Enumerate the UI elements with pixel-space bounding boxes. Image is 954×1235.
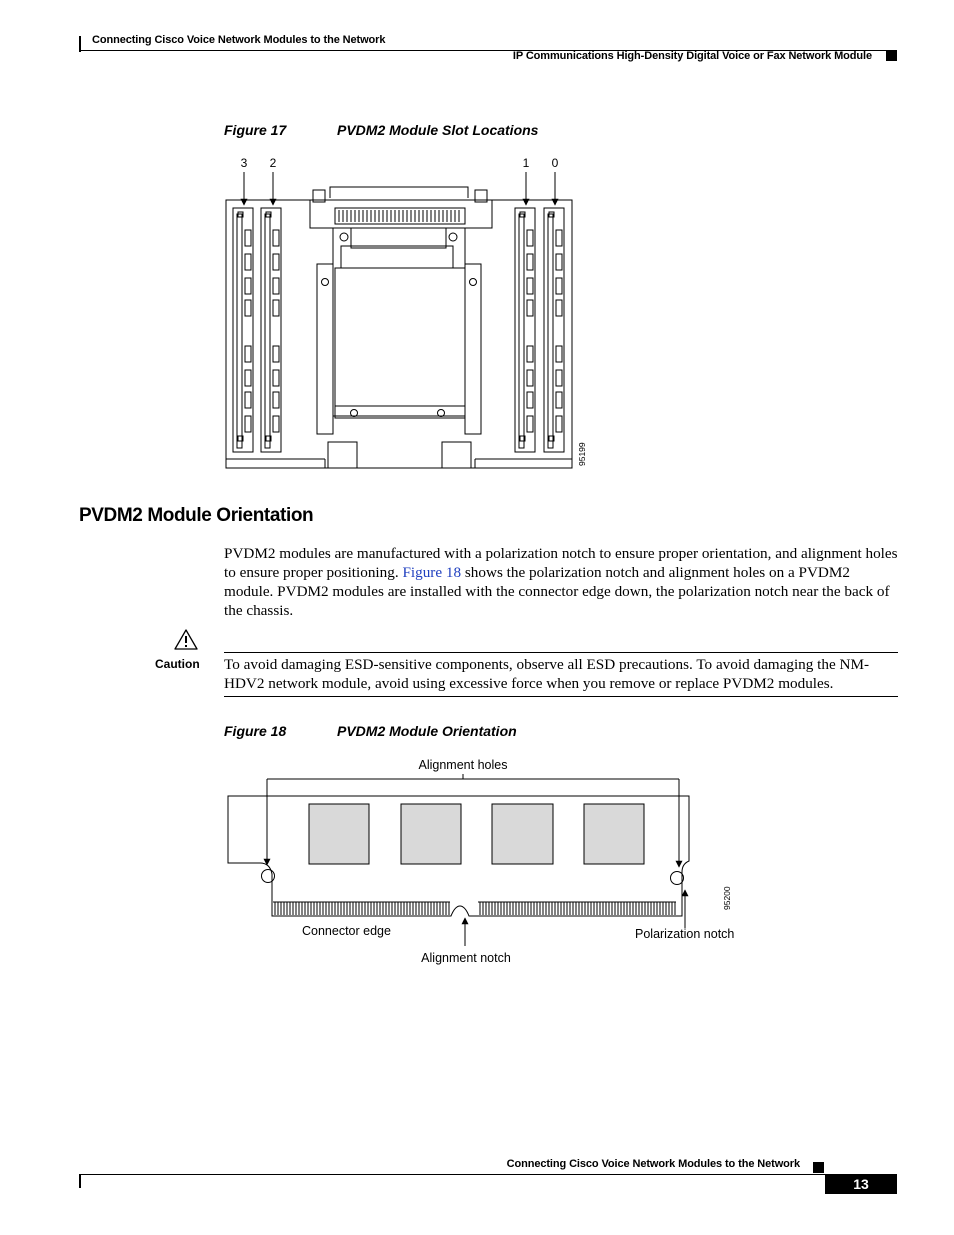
page-number: 13 xyxy=(853,1176,869,1192)
figure-18-link[interactable]: Figure 18 xyxy=(402,564,462,581)
footer-left-rule xyxy=(79,1174,81,1188)
caution-label: Caution xyxy=(155,657,200,671)
paragraph-text-1: PVDM2 modules are manufactured with a polarization notch to ensure proper orientation, and alignment holes to ensure proper positioning. xyxy=(224,545,898,581)
dimm-slot xyxy=(544,208,564,452)
callout-alignment-holes: Alignment holes xyxy=(418,758,508,772)
figure-18-number: Figure 18 xyxy=(224,723,287,739)
caution-text: To avoid damaging ESD-sensitive components, observe all ESD precautions. To avoid damaging the NM-HDV2 network module, avoid using excessive force when you remove or replace PVDM2 modules. xyxy=(224,656,870,692)
figure-18-art-id: 95200 xyxy=(722,886,732,910)
section-paragraph xyxy=(224,544,900,620)
figure-18-diagram xyxy=(220,750,750,970)
callout-polarization-notch: Polarization notch xyxy=(635,927,735,941)
paragraph-text-2: shows the polarization notch and alignment holes on a PVDM2 module. PVDM2 modules are installed with the connector edge down, the polarization notch near the back of the chassis. xyxy=(224,564,890,619)
figure-17-number: Figure 17 xyxy=(224,122,287,138)
dimm-slot xyxy=(233,208,253,452)
caution-top-rule xyxy=(224,652,898,653)
header-black-marker xyxy=(886,50,897,61)
footer-chapter-title: Connecting Cisco Voice Network Modules to the Network xyxy=(506,1158,800,1170)
header-chapter-title: Connecting Cisco Voice Network Modules to the Network xyxy=(92,34,386,46)
footer-black-marker xyxy=(813,1162,824,1173)
caution-icon xyxy=(173,628,199,652)
section-heading: PVDM2 Module Orientation xyxy=(79,505,314,526)
footer-rule xyxy=(79,1174,897,1175)
slot-label-1: 1 xyxy=(522,156,530,170)
figure-17-art-id: 95199 xyxy=(577,442,587,466)
figure-17-diagram xyxy=(215,150,595,475)
slot-label-2: 2 xyxy=(269,156,277,170)
caution-bottom-rule xyxy=(224,696,898,697)
slot-label-0: 0 xyxy=(551,156,559,170)
callout-alignment-notch: Alignment notch xyxy=(421,951,511,965)
slot-label-3: 3 xyxy=(240,156,248,170)
callout-connector-edge: Connector edge xyxy=(302,924,391,938)
header-section-title: IP Communications High-Density Digital Voice or Fax Network Module xyxy=(512,50,872,62)
dimm-slot xyxy=(515,208,535,452)
figure-18-title: PVDM2 Module Orientation xyxy=(337,723,517,739)
dimm-slot xyxy=(261,208,281,452)
figure-17-title: PVDM2 Module Slot Locations xyxy=(337,122,539,138)
